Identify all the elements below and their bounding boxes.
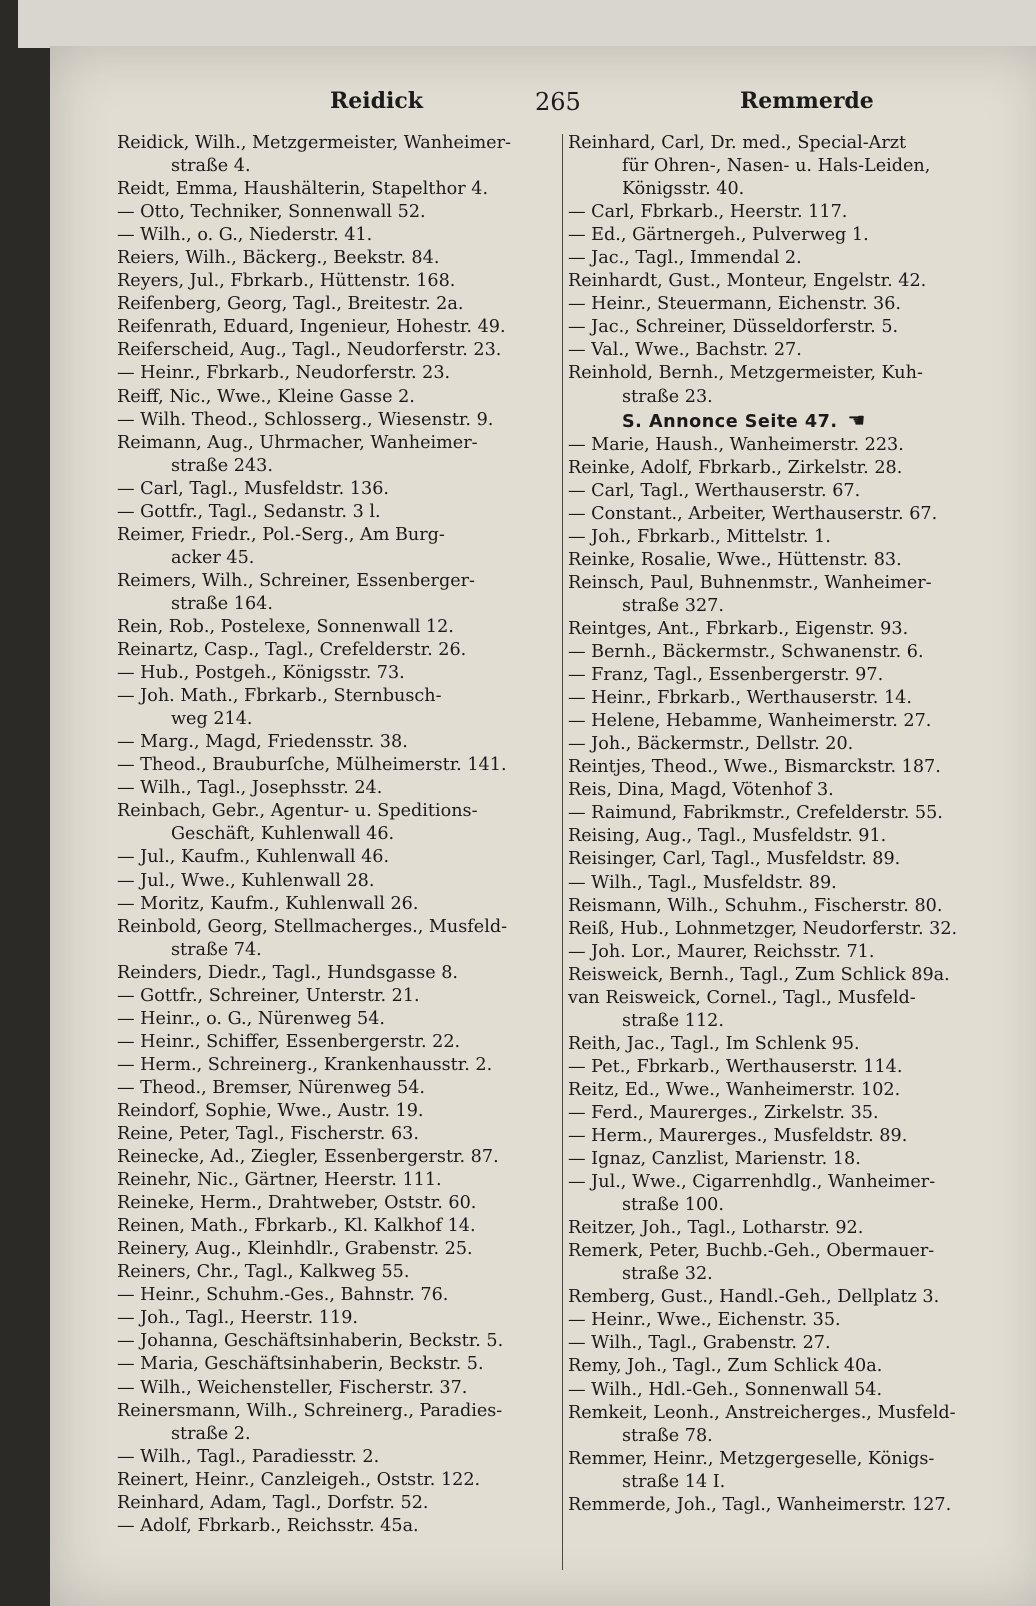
directory-entry: — Johanna, Geschäftsinhaberin, Beckstr. 5. bbox=[117, 1331, 504, 1352]
right-column-top bbox=[568, 132, 986, 409]
annonce-reference bbox=[568, 409, 986, 434]
directory-entry: — Herm., Maurerges., Musfeldstr. 89. bbox=[568, 1126, 908, 1147]
directory-entry: weg 214. bbox=[171, 709, 253, 730]
left-column bbox=[117, 132, 555, 1538]
header-right-keyword: Remmerde bbox=[740, 88, 874, 114]
annonce-text: S. Annonce Seite 47. bbox=[622, 411, 838, 432]
directory-entry: — Gottfr., Tagl., Sedanstr. 3 l. bbox=[117, 501, 381, 522]
directory-entry: Reineke, Herm., Drahtweber, Oststr. 60. bbox=[117, 1193, 477, 1214]
directory-entry: Rein, Rob., Postelexe, Sonnenwall 12. bbox=[117, 616, 454, 637]
directory-entry: — Herm., Schreinerg., Krankenhausstr. 2. bbox=[117, 1054, 493, 1075]
directory-entry: — Maria, Geschäftsinhaberin, Beckstr. 5. bbox=[117, 1354, 484, 1375]
directory-entry: — Ferd., Maurerges., Zirkelstr. 35. bbox=[568, 1102, 879, 1123]
directory-entry: — Marie, Haush., Wanheimerstr. 223. bbox=[568, 434, 904, 455]
directory-entry: Reitz, Ed., Wwe., Wanheimerstr. 102. bbox=[568, 1079, 901, 1100]
directory-entry: — Val., Wwe., Bachstr. 27. bbox=[568, 340, 802, 361]
directory-entry: — Jac., Tagl., Immendal 2. bbox=[568, 248, 802, 269]
directory-entry: — Helene, Hebamme, Wanheimerstr. 27. bbox=[568, 711, 932, 732]
directory-entry: — Theod., Bremser, Nürenweg 54. bbox=[117, 1077, 426, 1098]
directory-entry: — Heinr., Fbrkarb., Neudorferstr. 23. bbox=[117, 363, 451, 384]
directory-entry: — Carl, Tagl., Musfeldstr. 136. bbox=[117, 478, 390, 499]
directory-entry: Reisinger, Carl, Tagl., Musfeldstr. 89. bbox=[568, 849, 901, 870]
directory-entry: van Reisweick, Cornel., Tagl., Musfeld- bbox=[568, 987, 916, 1008]
directory-entry: — Marg., Magd, Friedensstr. 38. bbox=[117, 732, 408, 753]
directory-entry: Remmerde, Joh., Tagl., Wanheimerstr. 127. bbox=[568, 1494, 952, 1515]
directory-entry: — Bernh., Bäckermstr., Schwanenstr. 6. bbox=[568, 642, 924, 663]
directory-entry: — Carl, Tagl., Werthauserstr. 67. bbox=[568, 480, 861, 501]
directory-entry: Reimer, Friedr., Pol.-Serg., Am Burg- bbox=[117, 524, 445, 545]
directory-entry: — Joh., Tagl., Heerstr. 119. bbox=[117, 1308, 358, 1329]
directory-entry: Remkeit, Leonh., Anstreicherges., Musfeld- bbox=[568, 1402, 956, 1423]
directory-entry: Reinhard, Carl, Dr. med., Special-Arzt bbox=[568, 133, 907, 153]
directory-entry: Reyers, Jul., Fbrkarb., Hüttenstr. 168. bbox=[117, 271, 456, 292]
directory-entry: Reinersmann, Wilh., Schreinerg., Paradies- bbox=[117, 1400, 503, 1421]
directory-entry: — Raimund, Fabrikmstr., Crefelderstr. 55. bbox=[568, 803, 943, 824]
directory-entry: Reisweick, Bernh., Tagl., Zum Schlick 89a. bbox=[568, 964, 950, 985]
directory-entry: — Carl, Fbrkarb., Heerstr. 117. bbox=[568, 202, 848, 223]
directory-entry: — Wilh., Tagl., Paradiesstr. 2. bbox=[117, 1446, 380, 1467]
directory-entry: Reitzer, Joh., Tagl., Lotharstr. 92. bbox=[568, 1218, 864, 1239]
directory-entry: — Joh., Fbrkarb., Mittelstr. 1. bbox=[568, 526, 831, 547]
directory-entry: straße 164. bbox=[171, 593, 273, 614]
directory-entry: straße 327. bbox=[622, 595, 724, 616]
directory-entry: Königsstr. 40. bbox=[622, 179, 745, 200]
directory-entry: — Theod., Brauburſche, Mülheimerstr. 141. bbox=[117, 755, 507, 776]
directory-entry: straße 23. bbox=[622, 386, 713, 407]
directory-entry: — Wilh., Tagl., Musfeldstr. 89. bbox=[568, 872, 837, 893]
right-column bbox=[568, 132, 986, 1517]
directory-entry: Remberg, Gust., Handl.-Geh., Dellplatz 3. bbox=[568, 1287, 940, 1308]
directory-entry: — Heinr., Steuermann, Eichenstr. 36. bbox=[568, 294, 901, 315]
directory-entry: — Pet., Fbrkarb., Werthauserstr. 114. bbox=[568, 1056, 903, 1077]
directory-entry: Reidick, Wilh., Metzgermeister, Wanheimer- bbox=[117, 133, 511, 153]
directory-entry: Reiß, Hub., Lohnmetzger, Neudorferstr. 32. bbox=[568, 918, 958, 939]
directory-entry: Reinhard, Adam, Tagl., Dorfstr. 52. bbox=[117, 1492, 429, 1513]
directory-entry: Reiferscheid, Aug., Tagl., Neudorferstr. 23. bbox=[117, 340, 502, 361]
directory-entry: — Adolf, Fbrkarb., Reichsstr. 45a. bbox=[117, 1515, 419, 1536]
page-number: 265 bbox=[535, 88, 581, 116]
directory-entry: — Wilh., Weichensteller, Fischerstr. 37. bbox=[117, 1377, 468, 1398]
directory-entry: — Heinr., o. G., Nürenweg 54. bbox=[117, 1008, 386, 1029]
directory-entry: straße 4. bbox=[171, 156, 251, 177]
directory-entry: Reine, Peter, Tagl., Fischerstr. 63. bbox=[117, 1124, 419, 1145]
directory-entry: — Wilh., Hdl.-Geh., Sonnenwall 54. bbox=[568, 1379, 883, 1400]
directory-entry: Remy, Joh., Tagl., Zum Schlick 40a. bbox=[568, 1356, 883, 1377]
directory-entry: — Wilh., Tagl., Grabenstr. 27. bbox=[568, 1333, 831, 1354]
directory-entry: Reinhold, Bernh., Metzgermeister, Kuh- bbox=[568, 363, 923, 384]
directory-entry: straße 243. bbox=[171, 455, 273, 476]
directory-entry: Reintjes, Theod., Wwe., Bismarckstr. 187. bbox=[568, 757, 941, 778]
page-top-edge bbox=[18, 0, 1036, 48]
directory-entry: Reintges, Ant., Fbrkarb., Eigenstr. 93. bbox=[568, 618, 909, 639]
directory-entry: Reinert, Heinr., Canzleigeh., Oststr. 122. bbox=[117, 1469, 481, 1490]
directory-entry: — Jul., Kaufm., Kuhlenwall 46. bbox=[117, 847, 390, 868]
directory-entry: — Franz, Tagl., Essenbergerstr. 97. bbox=[568, 665, 884, 686]
directory-entry: Reis, Dina, Magd, Vötenhof 3. bbox=[568, 780, 834, 801]
directory-entry: Reith, Jac., Tagl., Im Schlenk 95. bbox=[568, 1033, 860, 1054]
directory-entry: Remerk, Peter, Buchb.-Geh., Obermauer- bbox=[568, 1241, 935, 1262]
directory-entry: — Gottfr., Schreiner, Unterstr. 21. bbox=[117, 985, 420, 1006]
directory-entry: — Heinr., Schiffer, Essenbergerstr. 22. bbox=[117, 1031, 461, 1052]
directory-entry: Reinehr, Nic., Gärtner, Heerstr. 111. bbox=[117, 1170, 442, 1191]
directory-entry: — Hub., Postgeh., Königsstr. 73. bbox=[117, 663, 405, 684]
directory-entry: — Jac., Schreiner, Düsseldorferstr. 5. bbox=[568, 317, 899, 338]
directory-entry: Reinke, Adolf, Fbrkarb., Zirkelstr. 28. bbox=[568, 457, 903, 478]
directory-entry: straße 100. bbox=[622, 1195, 724, 1216]
directory-entry: straße 2. bbox=[171, 1423, 251, 1444]
directory-entry: Reinhardt, Gust., Monteur, Engelstr. 42. bbox=[568, 271, 927, 292]
directory-entry: Reinbold, Georg, Stellmacherges., Musfeld- bbox=[117, 916, 508, 937]
directory-entry: — Heinr., Wwe., Eichenstr. 35. bbox=[568, 1310, 841, 1331]
directory-entry: Reidt, Emma, Haushälterin, Stapelthor 4. bbox=[117, 179, 489, 200]
directory-entry: — Wilh., Tagl., Josephsstr. 24. bbox=[117, 778, 383, 799]
directory-entry: Reinke, Rosalie, Wwe., Hüttenstr. 83. bbox=[568, 549, 902, 570]
directory-entry: — Jul., Wwe., Cigarrenhdlg., Wanheimer- bbox=[568, 1172, 936, 1193]
column-divider bbox=[562, 134, 563, 1570]
directory-entry: Reifenberg, Georg, Tagl., Breitestr. 2a. bbox=[117, 294, 464, 315]
directory-entry: — Jul., Wwe., Kuhlenwall 28. bbox=[117, 870, 375, 891]
directory-entry: Reindorf, Sophie, Wwe., Austr. 19. bbox=[117, 1100, 424, 1121]
directory-entry: Reinecke, Ad., Ziegler, Essenbergerstr. 87. bbox=[117, 1147, 499, 1168]
directory-entry: straße 78. bbox=[622, 1425, 713, 1446]
directory-entry: Reinery, Aug., Kleinhdlr., Grabenstr. 25. bbox=[117, 1239, 473, 1260]
directory-entry: — Wilh. Theod., Schlosserg., Wiesenstr. 9. bbox=[117, 409, 494, 430]
directory-entry: straße 32. bbox=[622, 1264, 713, 1285]
directory-entry: für Ohren-, Nasen- u. Hals-Leiden, bbox=[622, 156, 931, 177]
directory-entry: acker 45. bbox=[171, 547, 255, 568]
directory-entry: Reiff, Nic., Wwe., Kleine Gasse 2. bbox=[117, 386, 415, 407]
directory-entry: Reismann, Wilh., Schuhm., Fischerstr. 80. bbox=[568, 895, 943, 916]
directory-entry: Reinbach, Gebr., Agentur- u. Speditions- bbox=[117, 801, 478, 822]
directory-entry: — Wilh., o. G., Niederstr. 41. bbox=[117, 225, 373, 246]
directory-entry: Reising, Aug., Tagl., Musfeldstr. 91. bbox=[568, 826, 887, 847]
directory-entry: — Moritz, Kaufm., Kuhlenwall 26. bbox=[117, 893, 419, 914]
directory-entry: Reimann, Aug., Uhrmacher, Wanheimer- bbox=[117, 432, 478, 453]
directory-entry: — Joh. Math., Fbrkarb., Sternbusch- bbox=[117, 686, 442, 707]
directory-entry: — Ignaz, Canzlist, Marienstr. 18. bbox=[568, 1149, 861, 1170]
directory-entry: straße 74. bbox=[171, 939, 262, 960]
directory-entry: Reinders, Diedr., Tagl., Hundsgasse 8. bbox=[117, 962, 458, 983]
directory-entry: Reifenrath, Eduard, Ingenieur, Hohestr. 49. bbox=[117, 317, 506, 338]
directory-entry: — Joh. Lor., Maurer, Reichsstr. 71. bbox=[568, 941, 875, 962]
directory-entry: — Constant., Arbeiter, Werthauserstr. 67. bbox=[568, 503, 938, 524]
directory-entry: Reiners, Chr., Tagl., Kalkweg 55. bbox=[117, 1262, 410, 1283]
directory-entry: Reimers, Wilh., Schreiner, Essenberger- bbox=[117, 570, 475, 591]
directory-entry: Reinen, Math., Fbrkarb., Kl. Kalkhof 14. bbox=[117, 1216, 476, 1237]
directory-entry: straße 112. bbox=[622, 1010, 724, 1031]
directory-entry: Geschäft, Kuhlenwall 46. bbox=[171, 824, 395, 845]
directory-entry: — Joh., Bäckermstr., Dellstr. 20. bbox=[568, 734, 854, 755]
pointing-hand-icon: ☚ bbox=[847, 408, 866, 432]
running-header bbox=[80, 50, 874, 116]
right-column-bottom bbox=[568, 434, 986, 1517]
directory-entry: Reinartz, Casp., Tagl., Crefelderstr. 26. bbox=[117, 640, 467, 661]
directory-entry: — Heinr., Fbrkarb., Werthauserstr. 14. bbox=[568, 688, 912, 709]
directory-entry: Reiers, Wilh., Bäckerg., Beekstr. 84. bbox=[117, 248, 440, 269]
header-left-keyword: Reidick bbox=[330, 88, 424, 114]
directory-entry: — Otto, Techniker, Sonnenwall 52. bbox=[117, 202, 426, 223]
directory-entry: straße 14 I. bbox=[622, 1471, 726, 1492]
directory-entry: — Heinr., Schuhm.-Ges., Bahnstr. 76. bbox=[117, 1285, 449, 1306]
directory-entry: — Ed., Gärtnergeh., Pulverweg 1. bbox=[568, 225, 869, 246]
directory-entry: Remmer, Heinr., Metzgergeselle, Königs- bbox=[568, 1448, 935, 1469]
directory-entry: Reinsch, Paul, Buhnenmstr., Wanheimer- bbox=[568, 572, 932, 593]
